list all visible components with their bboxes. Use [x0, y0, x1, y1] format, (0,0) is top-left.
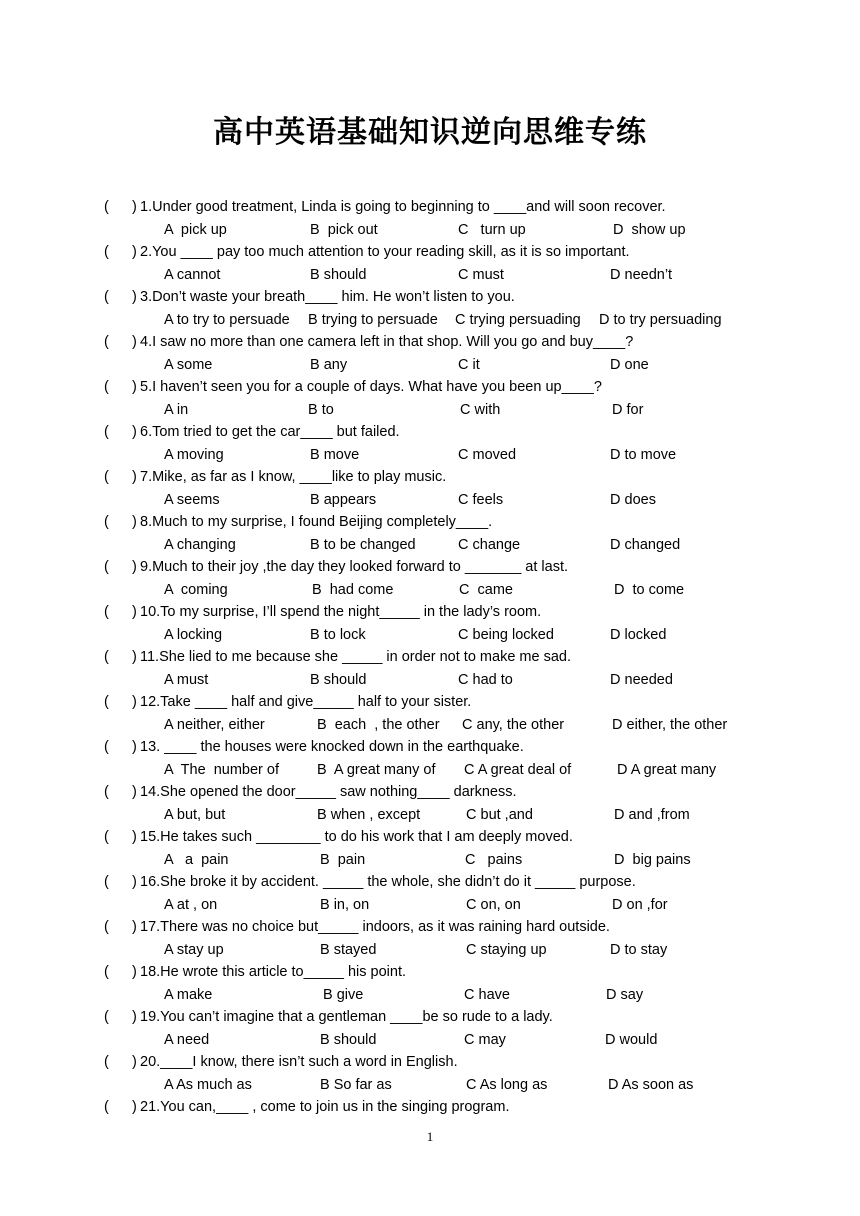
- option-a: A make: [164, 986, 213, 1003]
- question-number: 16.: [140, 874, 161, 890]
- option-d: D and ,from: [614, 806, 690, 823]
- option-b: B had come: [312, 581, 394, 598]
- option-b: B stayed: [320, 941, 377, 958]
- option-d: D to stay: [610, 941, 668, 958]
- option-b: B trying to persuade: [308, 311, 438, 328]
- question-text: [140, 556, 568, 578]
- option-b: B give: [323, 986, 364, 1003]
- option-a: A cannot: [164, 266, 221, 283]
- option-d: D changed: [610, 536, 681, 553]
- option-a: A to try to persuade: [164, 311, 290, 328]
- question-item: [0, 1006, 860, 1051]
- question-text: [140, 1096, 509, 1118]
- answer-blank-close: ): [132, 199, 137, 215]
- option-d: D big pains: [614, 851, 691, 868]
- option-c: C any, the other: [462, 716, 565, 733]
- option-b: B should: [310, 266, 367, 283]
- question-text: [140, 421, 400, 443]
- option-d: D A great many: [617, 761, 717, 778]
- answer-blank-close: ): [132, 1099, 137, 1115]
- option-c: C have: [464, 986, 510, 1003]
- answer-blank-close: ): [132, 424, 137, 440]
- option-d: D either, the other: [612, 716, 728, 733]
- answer-blank-open: (: [104, 829, 109, 845]
- option-c: C A great deal of: [464, 761, 572, 778]
- option-a: A The number of: [164, 761, 279, 778]
- question-number: 4.: [140, 334, 153, 350]
- question-text: [140, 376, 602, 398]
- answer-blank-close: ): [132, 244, 137, 260]
- answer-blank-close: ): [132, 1009, 137, 1025]
- question-item: [0, 646, 860, 691]
- option-a: A coming: [164, 581, 228, 598]
- option-b: B any: [310, 356, 348, 373]
- option-d: D show up: [613, 221, 686, 238]
- question-stem: She broke it by accident. _____ the whole, she didn’t do it _____ purpose.: [160, 874, 636, 890]
- question-number: 14.: [140, 784, 161, 800]
- question-text: [140, 691, 471, 713]
- option-d: D locked: [610, 626, 667, 643]
- answer-blank-close: ): [132, 964, 137, 980]
- option-b: B when , except: [317, 806, 421, 823]
- option-b: B to: [308, 401, 334, 418]
- answer-blank-close: ): [132, 649, 137, 665]
- question-number: 9.: [140, 559, 153, 575]
- option-d: D to try persuading: [599, 311, 722, 328]
- question-stem: Under good treatment, Linda is going to beginning to ____and will soon recover.: [152, 199, 666, 215]
- option-a: A need: [164, 1031, 210, 1048]
- question-number: 13.: [140, 739, 161, 755]
- answer-blank-open: (: [104, 649, 109, 665]
- answer-blank-close: ): [132, 514, 137, 530]
- question-list: [0, 196, 860, 1141]
- option-a: A changing: [164, 536, 236, 553]
- question-item: [0, 916, 860, 961]
- option-c: C being locked: [458, 626, 554, 643]
- option-c: C on, on: [466, 896, 521, 913]
- question-text: [140, 736, 524, 758]
- question-number: 18.: [140, 964, 161, 980]
- question-item: [0, 466, 860, 511]
- option-c: C As long as: [466, 1076, 548, 1093]
- answer-blank-open: (: [104, 739, 109, 755]
- answer-blank-open: (: [104, 694, 109, 710]
- question-stem: He takes such ________ to do his work that I am deeply moved.: [160, 829, 573, 845]
- question-item: [0, 421, 860, 466]
- question-stem: ____I know, there isn’t such a word in English.: [160, 1054, 458, 1070]
- answer-blank-close: ): [132, 469, 137, 485]
- answer-blank-open: (: [104, 1054, 109, 1070]
- question-stem: Much to my surprise, I found Beijing completely____.: [152, 514, 493, 530]
- option-d: D one: [610, 356, 649, 373]
- option-b: B pain: [320, 851, 366, 868]
- question-text: [140, 871, 636, 893]
- question-item: [0, 826, 860, 871]
- option-b: B appears: [310, 491, 377, 508]
- option-c: C staying up: [466, 941, 547, 958]
- question-item: [0, 691, 860, 736]
- question-stem: Don’t waste your breath____ him. He won’t listen to you.: [152, 289, 515, 305]
- question-number: 12.: [140, 694, 161, 710]
- answer-blank-open: (: [104, 289, 109, 305]
- question-stem: You ____ pay too much attention to your reading skill, as it is so important.: [152, 244, 630, 260]
- question-stem: Tom tried to get the car____ but failed.: [152, 424, 400, 440]
- answer-blank-close: ): [132, 379, 137, 395]
- option-a: A stay up: [164, 941, 224, 958]
- option-d: D to move: [610, 446, 677, 463]
- option-a: A a pain: [164, 851, 229, 868]
- option-b: B in, on: [320, 896, 370, 913]
- question-number: 10.: [140, 604, 161, 620]
- answer-blank-open: (: [104, 379, 109, 395]
- question-stem: I haven’t seen you for a couple of days. What have you been up____?: [152, 379, 602, 395]
- option-d: D does: [610, 491, 656, 508]
- question-stem: She lied to me because she _____ in order not to make me sad.: [159, 649, 571, 665]
- option-a: A must: [164, 671, 209, 688]
- option-d: D on ,for: [612, 896, 668, 913]
- question-item: [0, 736, 860, 781]
- question-item: [0, 331, 860, 376]
- question-number: 17.: [140, 919, 161, 935]
- option-d: D say: [606, 986, 644, 1003]
- option-d: D needed: [610, 671, 673, 688]
- option-c: C may: [464, 1031, 506, 1048]
- option-b: B move: [310, 446, 360, 463]
- option-a: A pick up: [164, 221, 227, 238]
- question-text: [140, 916, 610, 938]
- answer-blank-open: (: [104, 334, 109, 350]
- question-number: 3.: [140, 289, 153, 305]
- option-a: A at , on: [164, 896, 218, 913]
- question-text: [140, 241, 630, 263]
- answer-blank-close: ): [132, 829, 137, 845]
- option-d: D needn’t: [610, 266, 673, 283]
- question-text: [140, 961, 406, 983]
- question-text: [140, 826, 573, 848]
- question-number: 21.: [140, 1099, 161, 1115]
- answer-blank-open: (: [104, 784, 109, 800]
- question-text: [140, 601, 541, 623]
- question-item: [0, 286, 860, 331]
- question-stem: He wrote this article to_____ his point.: [160, 964, 406, 980]
- option-a: A some: [164, 356, 213, 373]
- option-c: C came: [459, 581, 513, 598]
- question-number: 15.: [140, 829, 161, 845]
- option-c: C turn up: [458, 221, 526, 238]
- question-text: [140, 331, 633, 353]
- option-b: B A great many of: [317, 761, 436, 778]
- question-item: [0, 511, 860, 556]
- option-c: C moved: [458, 446, 517, 463]
- question-stem: You can’t imagine that a gentleman ____be so rude to a lady.: [160, 1009, 553, 1025]
- question-item: [0, 601, 860, 646]
- option-b: B pick out: [310, 221, 378, 238]
- question-number: 20.: [140, 1054, 161, 1070]
- option-a: A neither, either: [164, 716, 265, 733]
- page-number: 1: [426, 1129, 434, 1144]
- answer-blank-open: (: [104, 964, 109, 980]
- answer-blank-close: ): [132, 784, 137, 800]
- answer-blank-close: ): [132, 739, 137, 755]
- answer-blank-open: (: [104, 469, 109, 485]
- option-d: D As soon as: [608, 1076, 694, 1093]
- option-a: A As much as: [164, 1076, 252, 1093]
- option-b: B to lock: [310, 626, 366, 643]
- option-a: A in: [164, 401, 189, 418]
- question-number: 6.: [140, 424, 153, 440]
- question-item: [0, 556, 860, 601]
- question-text: [140, 511, 492, 533]
- question-text: [140, 646, 571, 668]
- option-b: B should: [310, 671, 367, 688]
- question-number: 5.: [140, 379, 153, 395]
- question-number: 1.: [140, 199, 153, 215]
- question-number: 11.: [140, 649, 160, 665]
- question-number: 2.: [140, 244, 153, 260]
- question-stem: You can,____ , come to join us in the singing program.: [160, 1099, 510, 1115]
- answer-blank-close: ): [132, 1054, 137, 1070]
- option-a: A locking: [164, 626, 223, 643]
- option-c: C change: [458, 536, 521, 553]
- answer-blank-open: (: [104, 559, 109, 575]
- answer-blank-open: (: [104, 874, 109, 890]
- answer-blank-close: ): [132, 919, 137, 935]
- answer-blank-close: ): [132, 334, 137, 350]
- option-c: C with: [460, 401, 501, 418]
- question-item: [0, 961, 860, 1006]
- option-b: B So far as: [320, 1076, 392, 1093]
- option-d: D to come: [614, 581, 685, 598]
- question-text: [140, 466, 446, 488]
- question-item: [0, 1051, 860, 1096]
- answer-blank-open: (: [104, 1099, 109, 1115]
- question-stem: I saw no more than one camera left in that shop. Will you go and buy____?: [152, 334, 634, 350]
- option-c: C pains: [465, 851, 523, 868]
- question-stem: There was no choice but_____ indoors, as it was raining hard outside.: [160, 919, 610, 935]
- option-c: C but ,and: [466, 806, 533, 823]
- option-d: D for: [612, 401, 644, 418]
- question-text: [140, 1006, 553, 1028]
- question-number: 7.: [140, 469, 153, 485]
- question-stem: To my surprise, I’ll spend the night_____ in the lady’s room.: [160, 604, 542, 620]
- option-c: C it: [458, 356, 480, 373]
- question-stem: Mike, as far as I know, ____like to play music.: [152, 469, 447, 485]
- answer-blank-open: (: [104, 199, 109, 215]
- option-b: B each , the other: [317, 716, 440, 733]
- question-stem: ____ the houses were knocked down in the earthquake.: [160, 739, 524, 755]
- question-item: [0, 241, 860, 286]
- question-item: [0, 196, 860, 241]
- option-b: B to be changed: [310, 536, 416, 553]
- question-stem: Much to their joy ,the day they looked forward to _______ at last.: [152, 559, 569, 575]
- question-text: [140, 286, 515, 308]
- answer-blank-close: ): [132, 559, 137, 575]
- question-stem: Take ____ half and give_____ half to your sister.: [160, 694, 472, 710]
- question-text: [140, 781, 517, 803]
- question-number: 19.: [140, 1009, 161, 1025]
- question-number: 8.: [140, 514, 153, 530]
- question-item: [0, 871, 860, 916]
- answer-blank-open: (: [104, 424, 109, 440]
- answer-blank-close: ): [132, 874, 137, 890]
- answer-blank-open: (: [104, 919, 109, 935]
- answer-blank-open: (: [104, 514, 109, 530]
- answer-blank-open: (: [104, 244, 109, 260]
- question-item: [0, 781, 860, 826]
- option-d: D would: [605, 1031, 658, 1048]
- question-item: [0, 376, 860, 421]
- option-b: B should: [320, 1031, 377, 1048]
- answer-blank-close: ): [132, 694, 137, 710]
- answer-blank-open: (: [104, 1009, 109, 1025]
- option-c: C feels: [458, 491, 504, 508]
- option-c: C trying persuading: [455, 311, 581, 328]
- option-c: C had to: [458, 671, 513, 688]
- answer-blank-close: ): [132, 604, 137, 620]
- answer-blank-close: ): [132, 289, 137, 305]
- page-title: 高中英语基础知识逆向思维专练: [213, 115, 647, 150]
- answer-blank-open: (: [104, 604, 109, 620]
- option-a: A moving: [164, 446, 224, 463]
- question-text: [140, 1051, 458, 1073]
- option-a: A seems: [164, 491, 220, 508]
- option-a: A but, but: [164, 806, 226, 823]
- option-c: C must: [458, 266, 504, 283]
- question-text: [140, 196, 666, 218]
- question-stem: She opened the door_____ saw nothing____ darkness.: [160, 784, 517, 800]
